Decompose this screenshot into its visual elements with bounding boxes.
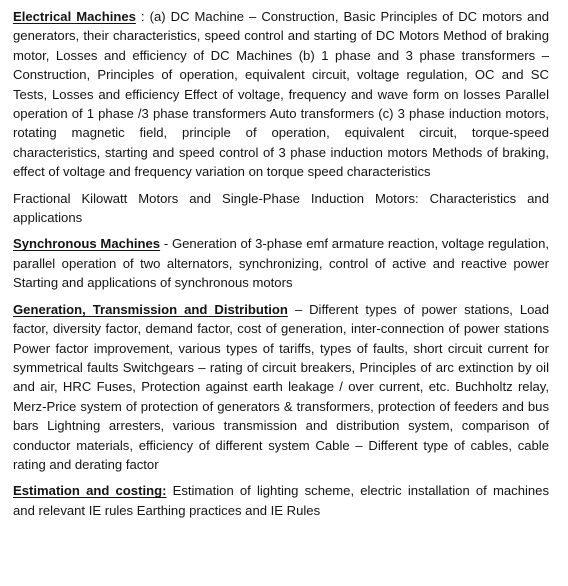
section-heading: Synchronous Machines <box>13 236 161 252</box>
section-heading: Generation, Transmission and Distribution <box>13 301 288 317</box>
section-separator: : <box>135 9 150 24</box>
section-synchronous-machines <box>13 234 549 292</box>
section-generation-transmission-distribution <box>13 300 549 475</box>
section-body: (a) DC Machine – Construction, Basic Principles of DC motors and generators, their characteristics, speed control and starting of DC Motors Method of braking motor, Losses and efficiency of DC Machines (b) 1 phase and 3 phase transformers – Construction, Principles of operation, equivalent circuit, voltage regulation, OC and SC Tests, Losses and efficiency Effect of voltage, frequency and wave form on losses Parallel operation of 1 phase /3 phase transformers Auto transformers (c) 3 phase induction motors, rotating magnetic field, principle of operation, equivalent circuit, torque-speed characteristics, starting and speed control of 3 phase induction motors Methods of braking, effect of voltage and frequency variation on torque speed characteristics <box>13 9 550 180</box>
section-estimation-and-costing <box>13 481 549 520</box>
section-body: Estimation of lighting scheme, electric installation of machines and relevant IE rules Earthing practices and IE Rules <box>13 483 549 518</box>
section-body: Fractional Kilowatt Motors and Single-Phase Induction Motors: Characteristics and applications <box>13 190 549 226</box>
section-separator: – <box>287 301 310 317</box>
section-body: Different types of power stations, Load factor, diversity factor, demand factor, cost of generation, inter-connection of power stations Power factor improvement, various types of tariffs, types of faults, short circuit current for symmetrical faults Switchgears – rating of circuit breakers, Principles of arc extinction by oil and air, HRC Fuses, Protection against earth leakage / over current, etc. Buchholtz relay, Merz-Price system of protection of generators & transformers, protection of feeders and bus bars Lightning arresters, various transmission and distribution system, comparison of conductor materials, efficiency of different system Cable – Different type of cables, cable rating and derating factor <box>13 301 549 472</box>
syllabus-document <box>13 7 549 527</box>
section-fractional-kilowatt-motors <box>13 189 549 228</box>
section-body: Generation of 3-phase emf armature reaction, voltage regulation, parallel operation of two alternators, synchronizing, control of active and reactive power Starting and applications of synchronous motors <box>13 236 549 291</box>
section-heading: Electrical Machines <box>13 9 136 24</box>
section-separator: - <box>160 236 172 252</box>
section-heading: Estimation and costing: <box>13 483 167 499</box>
section-electrical-machines <box>13 7 549 182</box>
